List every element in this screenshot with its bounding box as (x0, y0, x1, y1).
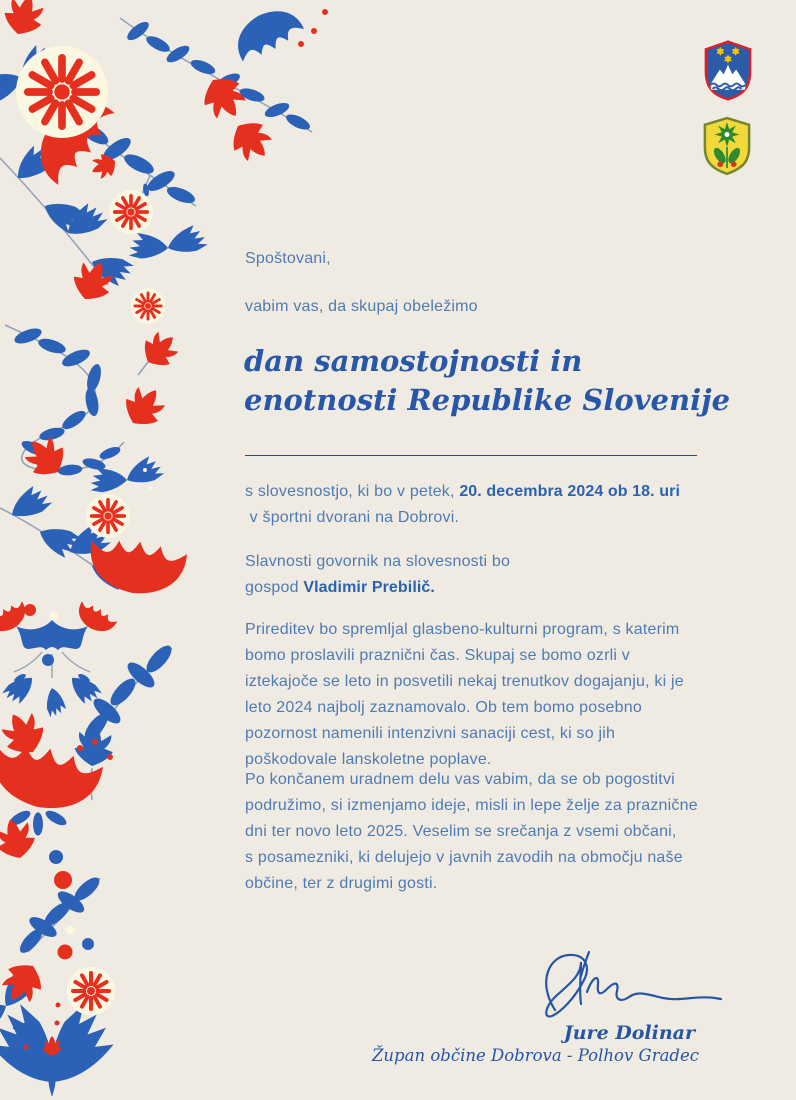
event-title (244, 342, 730, 420)
paragraph-line: bomo proslavili praznični čas. Skupaj se bomo ozrli v (245, 647, 630, 664)
flower-star-icon (715, 122, 740, 147)
paragraph-line: Po končanem uradnem delu vas vabim, da se ob pogostitvi (245, 771, 675, 788)
salutation-text: Spoštovani, (245, 250, 331, 267)
paragraph-line: iztekajoče se leto in posvetili nekaj trenutkov dogajanju, ki je (245, 673, 684, 690)
paragraph-line: leto 2024 najbolj zaznamovalo. Ob tem bomo posebno (245, 699, 642, 716)
paragraph-line: poškodovale lanskoletne poplave. (245, 751, 492, 768)
paragraph-line: občine, ter z drugimi gosti. (245, 875, 438, 892)
signatory-name: Jure Dolinar (563, 1022, 695, 1044)
event-venue: v športni dvorani na Dobrovi. (245, 509, 460, 526)
paragraph-line: podružimo, si izmenjamo ideje, misli in lepe želje za praznične (245, 797, 698, 814)
paragraph-line: Prireditev bo spremljal glasbeno-kulturni program, s katerim (245, 621, 680, 638)
signatory-role: Župan občine Dobrova - Polhov Gradec (371, 1046, 699, 1065)
paragraph-line: s posamezniki, ki delujejo v javnih zavodih na območju naše (245, 849, 683, 866)
municipality-coat-of-arms (702, 116, 752, 176)
event-title-line2: enotnosti Republike Slovenije (244, 383, 731, 417)
event-datetime: 20. decembra 2024 ob 18. uri (459, 483, 681, 500)
closing-paragraph (245, 767, 698, 897)
program-paragraph (245, 617, 684, 773)
paragraph-line: dni ter novo leto 2025. Veselim se srečanja z vsemi občani, (245, 823, 677, 840)
speaker-text: Slavnosti govornik na slovesnosti bo (245, 553, 511, 570)
divider-line (245, 455, 697, 456)
signature-handwriting (525, 946, 730, 1032)
speaker-pre: gospod (245, 579, 304, 596)
speaker-block (245, 549, 510, 601)
event-title-line1: dan samostojnosti in (244, 344, 583, 378)
slovenia-coat-of-arms (703, 38, 753, 103)
paragraph-line: pozornost namenili intenzivni sanaciji cest, ki so jih (245, 725, 616, 742)
intro-text: vabim vas, da skupaj obeležimo (245, 298, 478, 315)
event-details-text: s slovesnostjo, ki bo v petek, (245, 483, 460, 500)
event-details (245, 479, 680, 531)
speaker-name: Vladimir Prebilič. (303, 579, 435, 596)
